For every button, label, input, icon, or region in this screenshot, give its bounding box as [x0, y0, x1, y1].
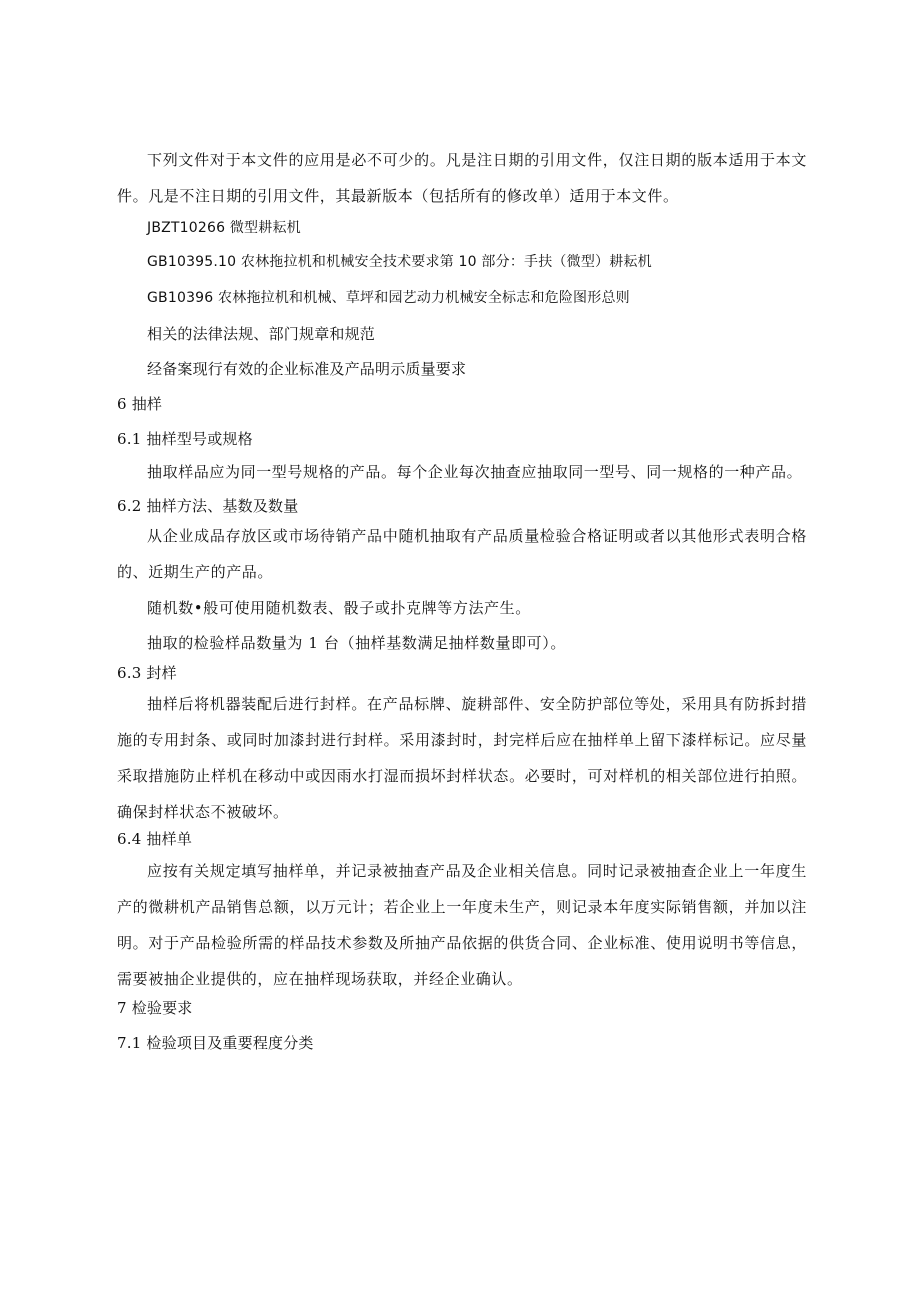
subsection-heading: 7.1 检验项目及重要程度分类 [117, 1034, 314, 1052]
subsection-heading: 6.4 抽样单 [117, 830, 193, 848]
body-paragraph: 抽取的检验样品数量为 1 台（抽样基数满足抽样数量即可）。 [147, 634, 566, 652]
body-paragraph: 随机数•般可使用随机数表、骰子或扑克牌等方法产生。 [147, 599, 531, 617]
body-paragraph: 从企业成品存放区或市场待销产品中随机抽取有产品质量检验合格证明或者以其他形式表明合格的、近期生产的产品。 [117, 527, 807, 581]
reference-item: JBZT10266 微型耕耘机 [147, 220, 301, 236]
reference-item: 经备案现行有效的企业标准及产品明示质量要求 [147, 360, 467, 378]
subsection-heading: 6.2 抽样方法、基数及数量 [117, 497, 299, 515]
body-paragraph: 应按有关规定填写抽样单，并记录被抽查产品及企业相关信息。同时记录被抽查企业上一年度生产的微耕机产品销售总额，以万元计；若企业上一年度未生产，则记录本年度实际销售额，并加以注明。对于产品检验所需的样品技术参数及所抽产品依据的供货合同、企业标准、使用说明书等信息，需要被抽企业提供的，应在抽样现场获取，并经企业确认。 [117, 862, 807, 988]
section-heading: 6 抽样 [117, 395, 163, 413]
subsection-heading: 6.1 抽样型号或规格 [117, 430, 253, 448]
reference-item: 相关的法律法规、部门规章和规范 [147, 325, 376, 343]
reference-item: GB10396 农林拖拉机和机械、草坪和园艺动力机械安全标志和危险图形总则 [147, 290, 630, 306]
reference-item: GB10395.10 农林拖拉机和机械安全技术要求第 10 部分：手扶（微型）耕耘机 [147, 254, 652, 270]
subsection-heading: 6.3 封样 [117, 664, 177, 682]
body-paragraph: 抽取样品应为同一型号规格的产品。每个企业每次抽查应抽取同一型号、同一规格的一种产品。 [147, 463, 803, 481]
section-heading: 7 检验要求 [117, 999, 193, 1017]
body-paragraph: 抽样后将机器装配后进行封样。在产品标牌、旋耕部件、安全防护部位等处，采用具有防拆封措施的专用封条、或同时加漆封进行封样。采用漆封时，封完样后应在抽样单上留下漆样标记。应尽量采取措施防止样机在移动中或因雨水打湿而损坏封样状态。必要时，可对样机的相关部位进行拍照。确保封样状态不被破坏。 [117, 695, 807, 821]
intro-paragraph: 下列文件对于本文件的应用是必不可少的。凡是注日期的引用文件，仅注日期的版本适用于本文件。凡是不注日期的引用文件，其最新版本（包括所有的修改单）适用于本文件。 [117, 151, 807, 205]
